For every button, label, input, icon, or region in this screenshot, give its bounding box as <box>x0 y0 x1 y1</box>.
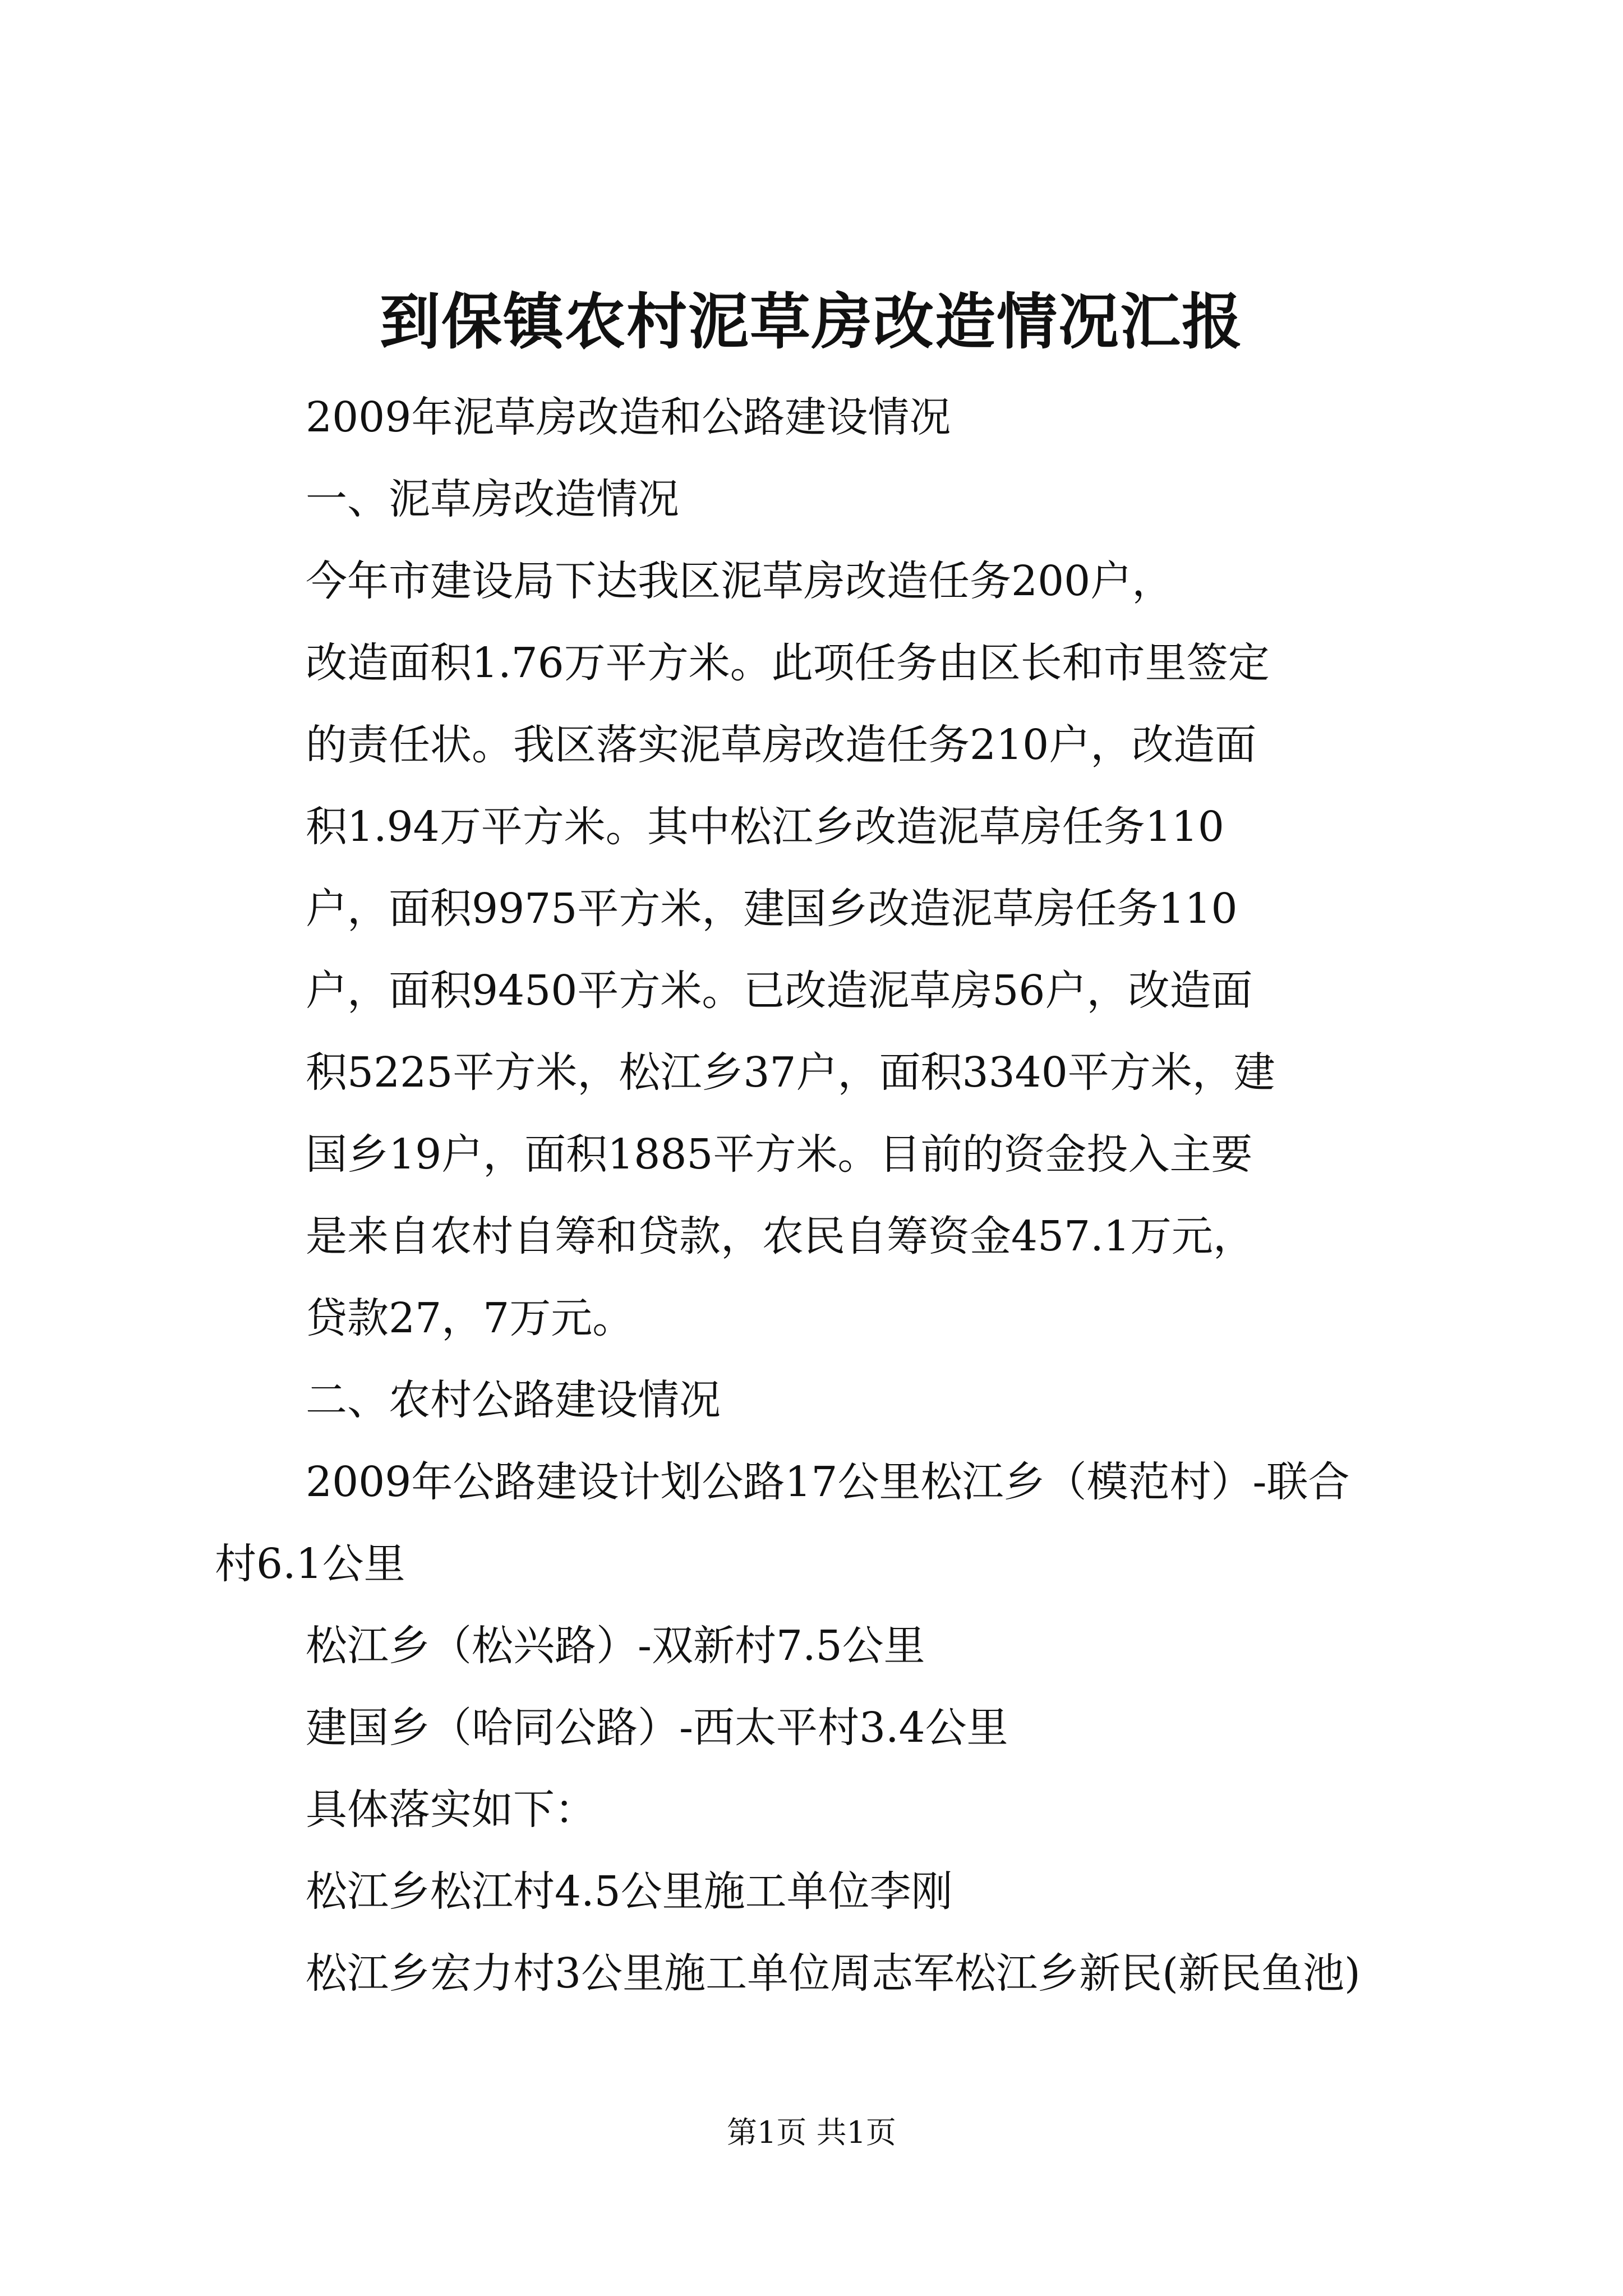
body-line: 松江乡宏力村3公里施工单位周志军松江乡新民(新民鱼池) <box>306 1949 1361 1998</box>
body-line: 村6.1公里 <box>215 1540 405 1588</box>
body-line: 一、泥草房改造情况 <box>306 475 679 523</box>
body-line: 改造面积1.76万平方米。此项任务由区长和市里签定 <box>306 639 1270 687</box>
body-line: 积5225平方米，松江乡37户，面积3340平方米，建 <box>306 1048 1275 1097</box>
body-line: 具体落实如下： <box>306 1786 596 1834</box>
body-line: 户，面积9975平方米，建国乡改造泥草房任务110 <box>306 885 1238 933</box>
body-line: 是来自农村自筹和贷款，农民自筹资金457.1万元， <box>306 1212 1255 1260</box>
body-line: 贷款27，7万元。 <box>306 1294 634 1342</box>
body-line: 2009年公路建设计划公路17公里松江乡（模范村）-联合 <box>306 1458 1350 1506</box>
body-line: 松江乡（松兴路）-双新村7.5公里 <box>306 1622 925 1670</box>
body-line: 国乡19户，面积1885平方米。目前的资金投入主要 <box>306 1130 1253 1179</box>
body-line: 松江乡松江村4.5公里施工单位李刚 <box>306 1867 953 1916</box>
body-line: 积1.94万平方米。其中松江乡改造泥草房任务110 <box>306 803 1225 851</box>
body-line: 二、农村公路建设情况 <box>306 1376 721 1424</box>
body-line: 户，面积9450平方米。已改造泥草房56户，改造面 <box>306 967 1253 1015</box>
body-line: 的责任状。我区落实泥草房改造任务210户，改造面 <box>306 721 1257 769</box>
document-title: 到保镇农村泥草房改造情况汇报 <box>379 287 1243 357</box>
body-line: 建国乡（哈同公路）-西太平村3.4公里 <box>306 1704 1008 1752</box>
page-footer: 第1页 共1页 <box>727 2115 896 2150</box>
body-line: 2009年泥草房改造和公路建设情况 <box>306 393 951 441</box>
body-line: 今年市建设局下达我区泥草房改造任务200户， <box>306 557 1174 605</box>
